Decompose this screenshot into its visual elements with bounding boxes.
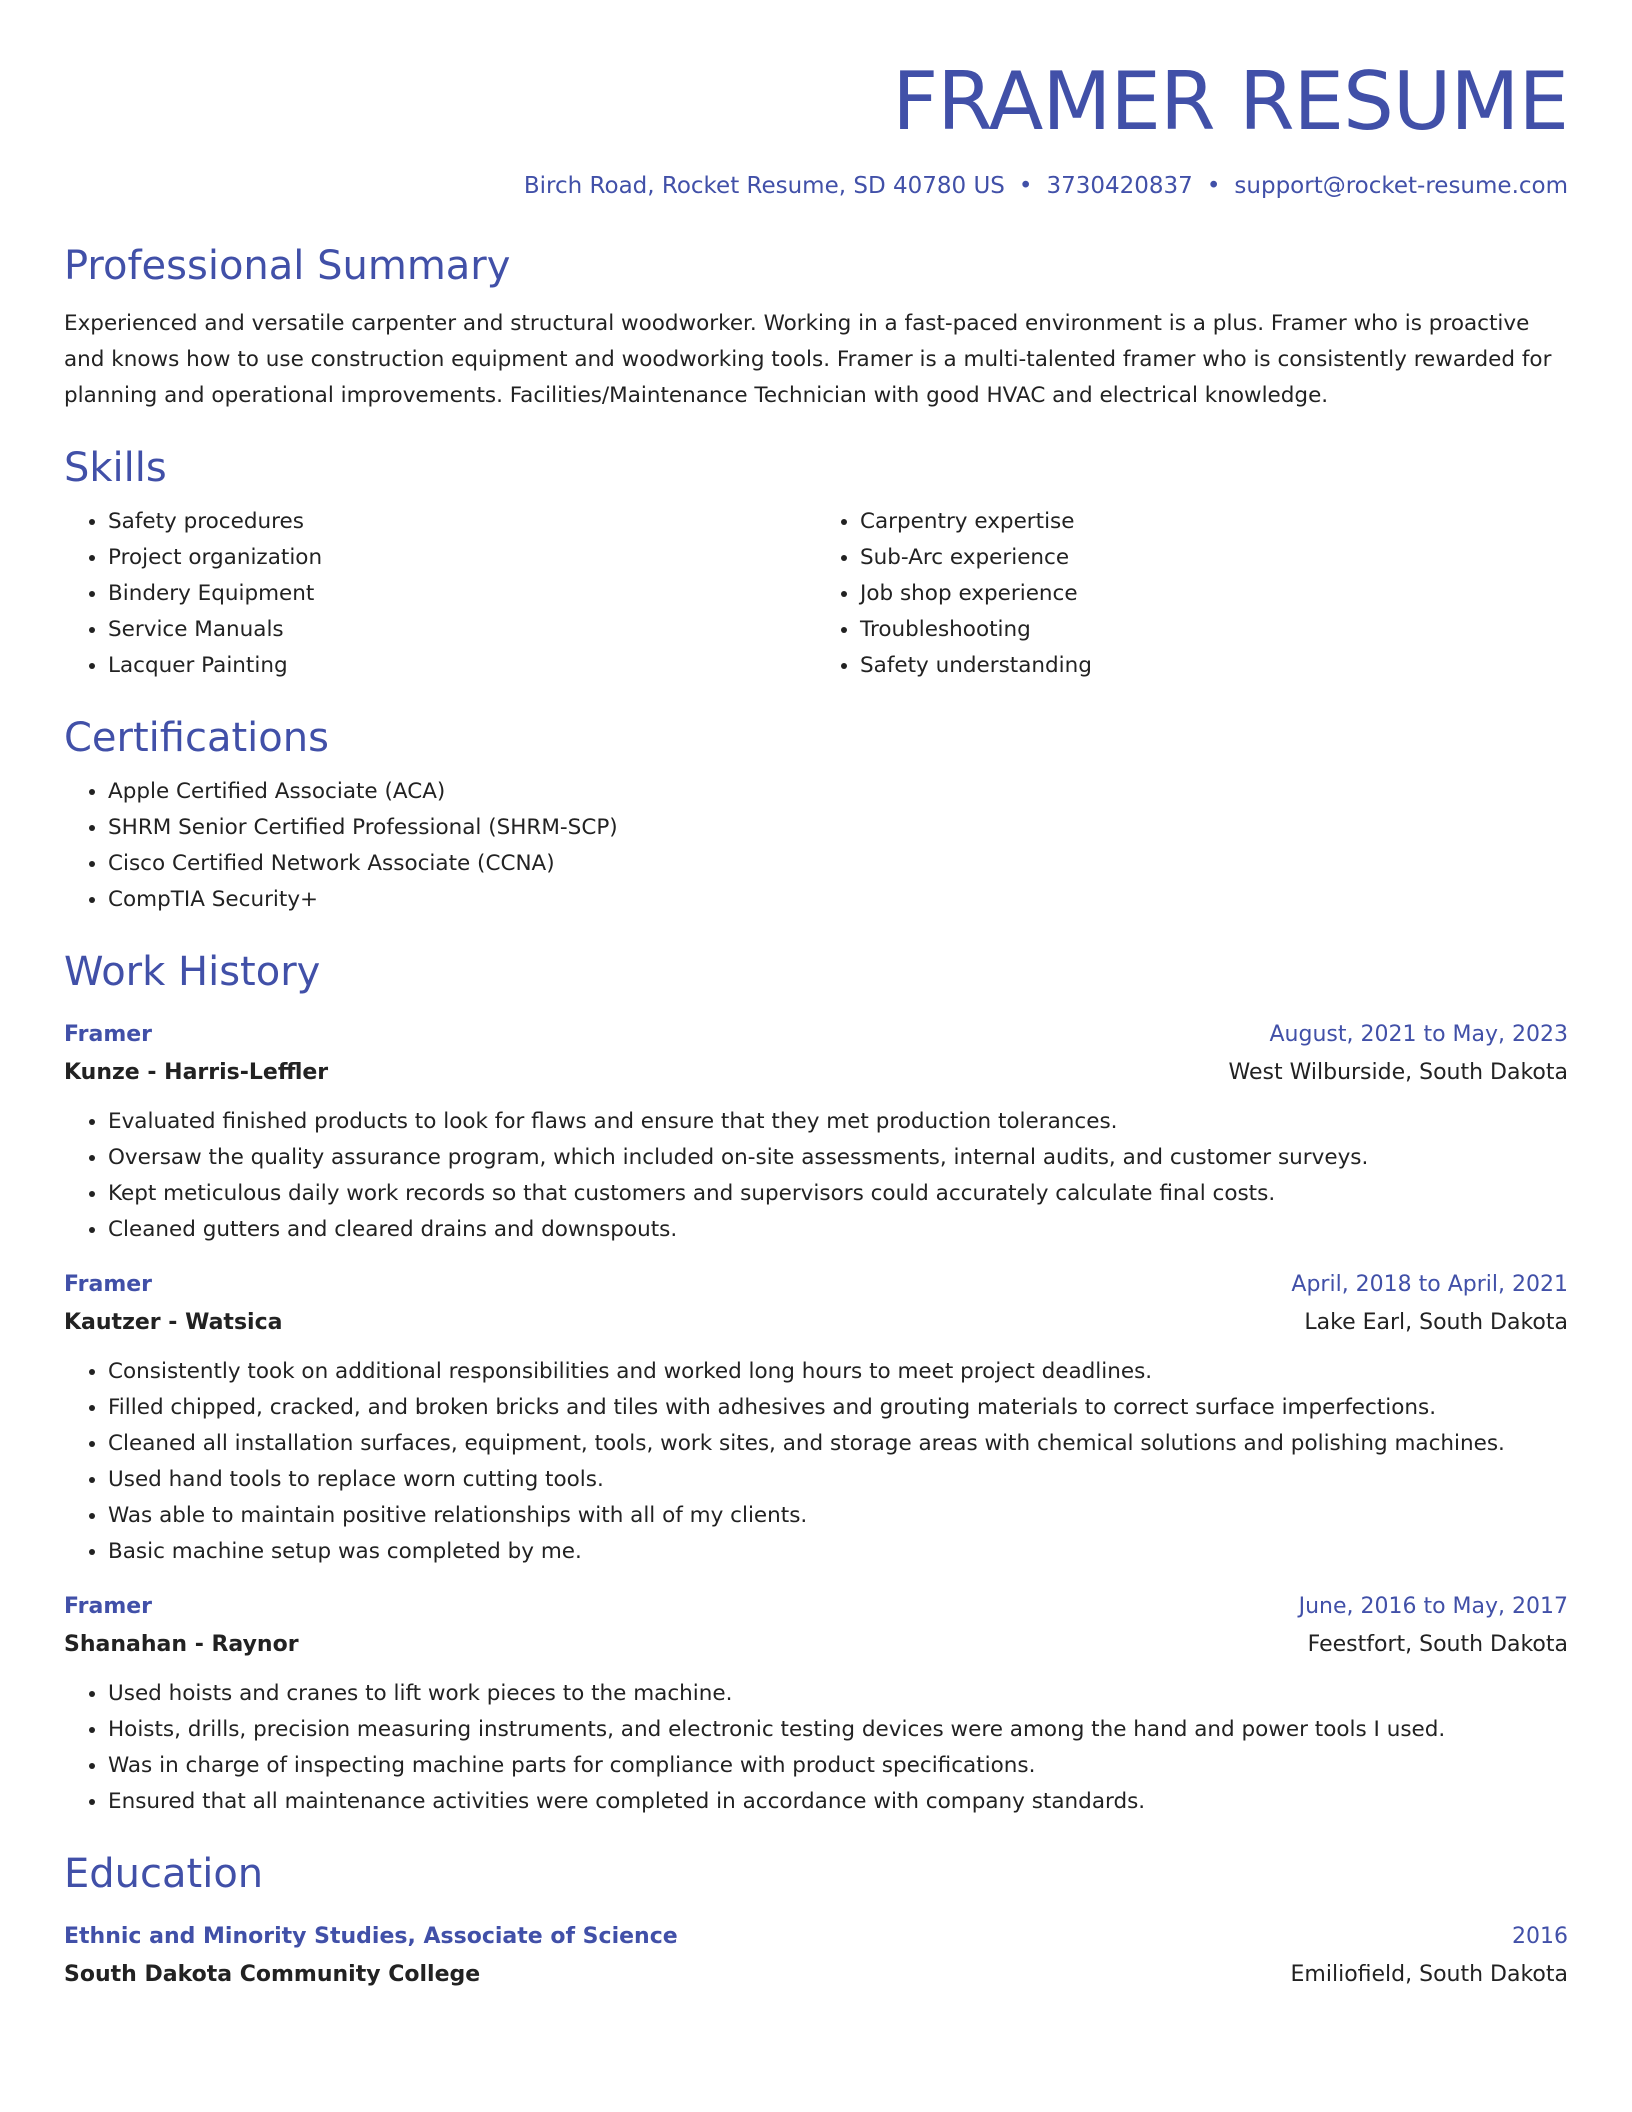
job-entry (64, 1266, 1568, 1570)
skill-item: • Sub-Arc experience (860, 540, 1568, 576)
job-dates: June, 2016 to May, 2017 (1298, 1594, 1568, 1619)
resume-header (64, 52, 1568, 202)
job-bullet: • Used hoists and cranes to lift work pieces to the machine. (108, 1676, 1568, 1712)
education-location: Emiliofield, South Dakota (1290, 1962, 1568, 1987)
resume-name: FRAMER RESUME (892, 55, 1568, 148)
education-degree: Ethnic and Minority Studies, Associate of Science (64, 1924, 678, 1949)
job-company: Shanahan - Raynor (64, 1632, 299, 1657)
skill-item: • Lacquer Painting (108, 648, 816, 684)
contact-phone: 3730420837 (1046, 173, 1193, 199)
job-bullet: • Basic machine setup was completed by me. (108, 1534, 1568, 1570)
work-history-title: Work History (64, 949, 321, 995)
skill-item: • Bindery Equipment (108, 576, 816, 612)
skills-grid (64, 504, 1568, 684)
job-bullet: • Oversaw the quality assurance program, which included on-site assessments, internal audits, and customer surveys. (108, 1140, 1568, 1176)
job-title: Framer (64, 1022, 153, 1047)
job-bullet: • Filled chipped, cracked, and broken bricks and tiles with adhesives and grouting materials to correct surface imperfections. (108, 1390, 1568, 1426)
job-bullet: • Cleaned gutters and cleared drains and downspouts. (108, 1212, 1568, 1248)
skill-item: • Troubleshooting (860, 612, 1568, 648)
skill-item: • Job shop experience (860, 576, 1568, 612)
skills-title: Skills (64, 445, 167, 491)
job-bullet: • Was in charge of inspecting machine parts for compliance with product specifications. (108, 1748, 1568, 1784)
summary-section (64, 240, 1568, 414)
certifications-title: Certifications (64, 715, 329, 761)
certification-item: • CompTIA Security+ (108, 882, 1568, 918)
education-title: Education (64, 1851, 264, 1897)
skills-list-right (816, 504, 1568, 684)
job-entry (64, 1588, 1568, 1820)
job-title: Framer (64, 1272, 153, 1297)
skills-list-left (64, 504, 816, 684)
job-bullet: • Ensured that all maintenance activities were completed in accordance with company standards. (108, 1784, 1568, 1820)
job-bullets (64, 1354, 1568, 1570)
job-bullet: • Evaluated finished products to look for flaws and ensure that they met production tolerances. (108, 1104, 1568, 1140)
contact-email[interactable]: support@rocket-resume.com (1234, 173, 1568, 199)
job-company: Kautzer - Watsica (64, 1310, 283, 1335)
contact-line (64, 170, 1568, 202)
job-location: Lake Earl, South Dakota (1304, 1310, 1568, 1335)
certifications-section (64, 712, 1568, 918)
skill-item: • Safety understanding (860, 648, 1568, 684)
work-history-section (64, 946, 1568, 1820)
job-bullet: • Was able to maintain positive relationships with all of my clients. (108, 1498, 1568, 1534)
job-dates: April, 2018 to April, 2021 (1291, 1272, 1568, 1297)
education-school: South Dakota Community College (64, 1962, 481, 1987)
job-bullet: • Cleaned all installation surfaces, equipment, tools, work sites, and storage areas with chemical solutions and polishing machines. (108, 1426, 1568, 1462)
separator-dot: • (1018, 173, 1033, 199)
job-entry (64, 1016, 1568, 1248)
job-dates: August, 2021 to May, 2023 (1269, 1022, 1568, 1047)
skill-item: • Safety procedures (108, 504, 816, 540)
certification-item: • Apple Certified Associate (ACA) (108, 774, 1568, 810)
summary-text: Experienced and versatile carpenter and structural woodworker. Working in a fast-paced environment is a plus. Framer who is proactive and knows how to use construction equipment and woodworking tools. Framer is a multi-talented framer who is consistently rewarded for planning and operational improvements. Facilities/Maintenance Technician with good HVAC and electrical knowledge. (64, 311, 1552, 408)
skill-item: • Service Manuals (108, 612, 816, 648)
job-title: Framer (64, 1594, 153, 1619)
job-bullet: • Kept meticulous daily work records so that customers and supervisors could accurately calculate final costs. (108, 1176, 1568, 1212)
education-entry (64, 1918, 1568, 1994)
job-company: Kunze - Harris-Leffler (64, 1060, 329, 1085)
certifications-list (64, 774, 1568, 918)
separator-dot: • (1206, 173, 1221, 199)
skills-section (64, 442, 1568, 684)
certification-item: • Cisco Certified Network Associate (CCNA) (108, 846, 1568, 882)
skill-item: • Carpentry expertise (860, 504, 1568, 540)
summary-title: Professional Summary (64, 243, 511, 289)
job-location: Feestfort, South Dakota (1307, 1632, 1568, 1657)
certification-item: • SHRM Senior Certified Professional (SHRM-SCP) (108, 810, 1568, 846)
education-year: 2016 (1512, 1924, 1568, 1949)
job-bullet: • Hoists, drills, precision measuring instruments, and electronic testing devices were among the hand and power tools I used. (108, 1712, 1568, 1748)
job-location: West Wilburside, South Dakota (1228, 1060, 1568, 1085)
contact-address: Birch Road, Rocket Resume, SD 40780 US (523, 173, 1005, 199)
education-section (64, 1848, 1568, 1994)
job-bullet: • Consistently took on additional responsibilities and worked long hours to meet project deadlines. (108, 1354, 1568, 1390)
skill-item: • Project organization (108, 540, 816, 576)
job-bullet: • Used hand tools to replace worn cutting tools. (108, 1462, 1568, 1498)
job-bullets (64, 1676, 1568, 1820)
job-bullets (64, 1104, 1568, 1248)
